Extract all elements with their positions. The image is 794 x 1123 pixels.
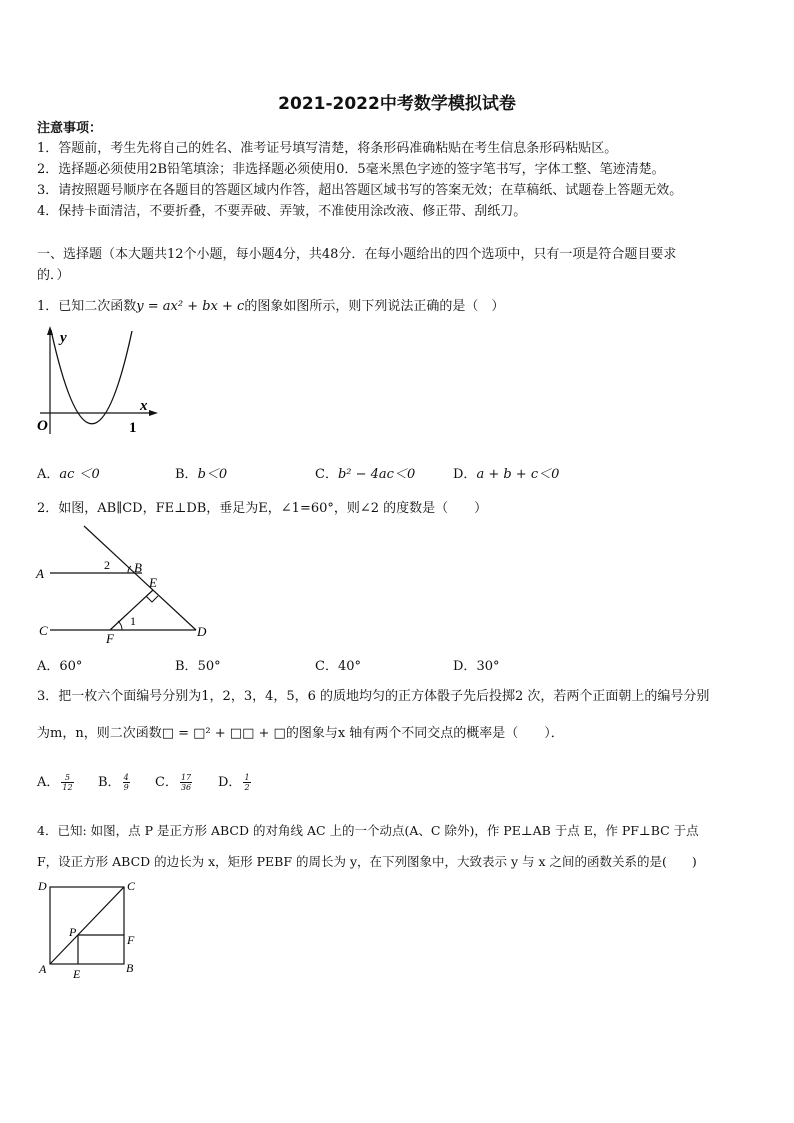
q3-option-c[interactable]: C． $\frac{17}{36}$ — [155, 773, 192, 792]
question-1 — [37, 298, 504, 316]
x-axis-arrow — [149, 410, 158, 416]
notice-item: 3．请按照题号顺序在各题目的答题区域内作答，超出答题区域书写的答案无效；在草稿纸、试题卷上答题无效。 — [37, 183, 683, 198]
label-e: E — [73, 967, 81, 980]
section-heading-cont: 的．） — [37, 268, 70, 283]
q1-option-a[interactable]: A．ac ＜0 — [37, 467, 100, 482]
question-3-formula: □ = □² + □□ + □ — [161, 726, 286, 741]
label-2: 2 — [104, 558, 110, 572]
question-2: 2．如图，AB∥CD，FE⊥DB，垂足为E，∠1=60°，则∠2 的度数是（ ） — [37, 501, 488, 516]
q3-option-a[interactable]: A． $\frac{5}{12}$ — [37, 773, 73, 792]
q2-option-c[interactable]: C．40° — [315, 659, 361, 674]
label-b: B — [126, 961, 134, 975]
label-d: D — [38, 879, 47, 893]
label-c: C — [39, 623, 48, 638]
question-3-line1: 3．把一枚六个面编号分别为1，2，3，4，5，6 的质地均匀的正方体骰子先后投掷2 次，若两个正面朝上的编号分别 — [37, 689, 710, 704]
q1-option-c[interactable]: C．b² − 4ac＜0 — [315, 467, 416, 482]
x-label: x — [140, 398, 148, 414]
origin-label: O — [37, 418, 48, 434]
question-4-line2: F，设正方形 ABCD 的边长为 x，矩形 PEBF 的周长为 y，在下列图象中，大致表示 y 与 x 之间的函数关系的是( ) — [37, 854, 697, 869]
right-angle-mark — [146, 596, 158, 602]
line-bd — [84, 526, 196, 630]
notice-heading: 注意事项： — [37, 121, 103, 136]
question-1-suffix: 的图象如图所示，则下列说法正确的是（ ） — [244, 299, 505, 314]
question-4-line1: 4．已知: 如图，点 P 是正方形 ABCD 的对角线 AC 上的一个动点(A、C 除外)，作 PE⊥AB 于点 E，作 PF⊥BC 于点 — [37, 823, 699, 838]
q3-option-b[interactable]: B． $\frac{4}{9}$ — [98, 773, 129, 792]
question-3-line2: 为m，n，则二次函数□ = □² + □□ + □的图象与x 轴有两个不同交点的概率是（ ）． — [37, 726, 564, 741]
label-p: P — [69, 925, 77, 939]
question-1-formula: y = ax² + bx + c — [136, 299, 245, 314]
y-label: y — [60, 330, 67, 346]
q2-option-a[interactable]: A．60° — [37, 659, 83, 674]
section-heading: 一、选择题（本大题共12个小题，每小题4分，共48分．在每小题给出的四个选项中，只有一项是符合题目要求 — [37, 247, 677, 262]
diagonal-ac — [50, 887, 124, 964]
label-d: D — [197, 624, 207, 639]
label-f: F — [127, 933, 135, 947]
parabola-graph — [34, 322, 164, 447]
notice-item: 4．保持卡面清洁，不要折叠，不要弄破、弄皱，不准使用涂改液、修正带、刮纸刀。 — [37, 204, 527, 219]
label-b: B — [134, 560, 142, 575]
notice-item: 1．答题前，考生先将自己的姓名、准考证号填写清楚，将条形码准确粘贴在考生信息条形码粘贴区。 — [37, 141, 618, 156]
square-figure — [34, 876, 144, 980]
label-f: F — [106, 631, 114, 644]
label-a: A — [36, 566, 44, 581]
one-label: 1 — [129, 420, 137, 436]
label-e: E — [149, 575, 157, 590]
q1-option-d[interactable]: D．a + b + c＜0 — [453, 467, 560, 482]
question-1-prefix: 1．已知二次函数 — [37, 299, 137, 314]
label-a: A — [39, 962, 47, 976]
q3-option-d[interactable]: D． $\frac{1}{2}$ — [218, 773, 250, 792]
label-c: C — [127, 879, 136, 893]
q2-option-d[interactable]: D．30° — [453, 659, 500, 674]
parallel-lines-figure — [34, 522, 214, 644]
page-title: 2021-2022中考数学模拟试卷 — [278, 94, 516, 114]
q2-option-b[interactable]: B．50° — [175, 659, 221, 674]
label-1: 1 — [130, 614, 136, 628]
notice-item: 2．选择题必须使用2B铅笔填涂；非选择题必须使用0．5毫米黑色字迹的签字笔书写，字体工整、笔迹清楚。 — [37, 162, 665, 177]
q1-option-b[interactable]: B．b＜0 — [175, 467, 228, 482]
